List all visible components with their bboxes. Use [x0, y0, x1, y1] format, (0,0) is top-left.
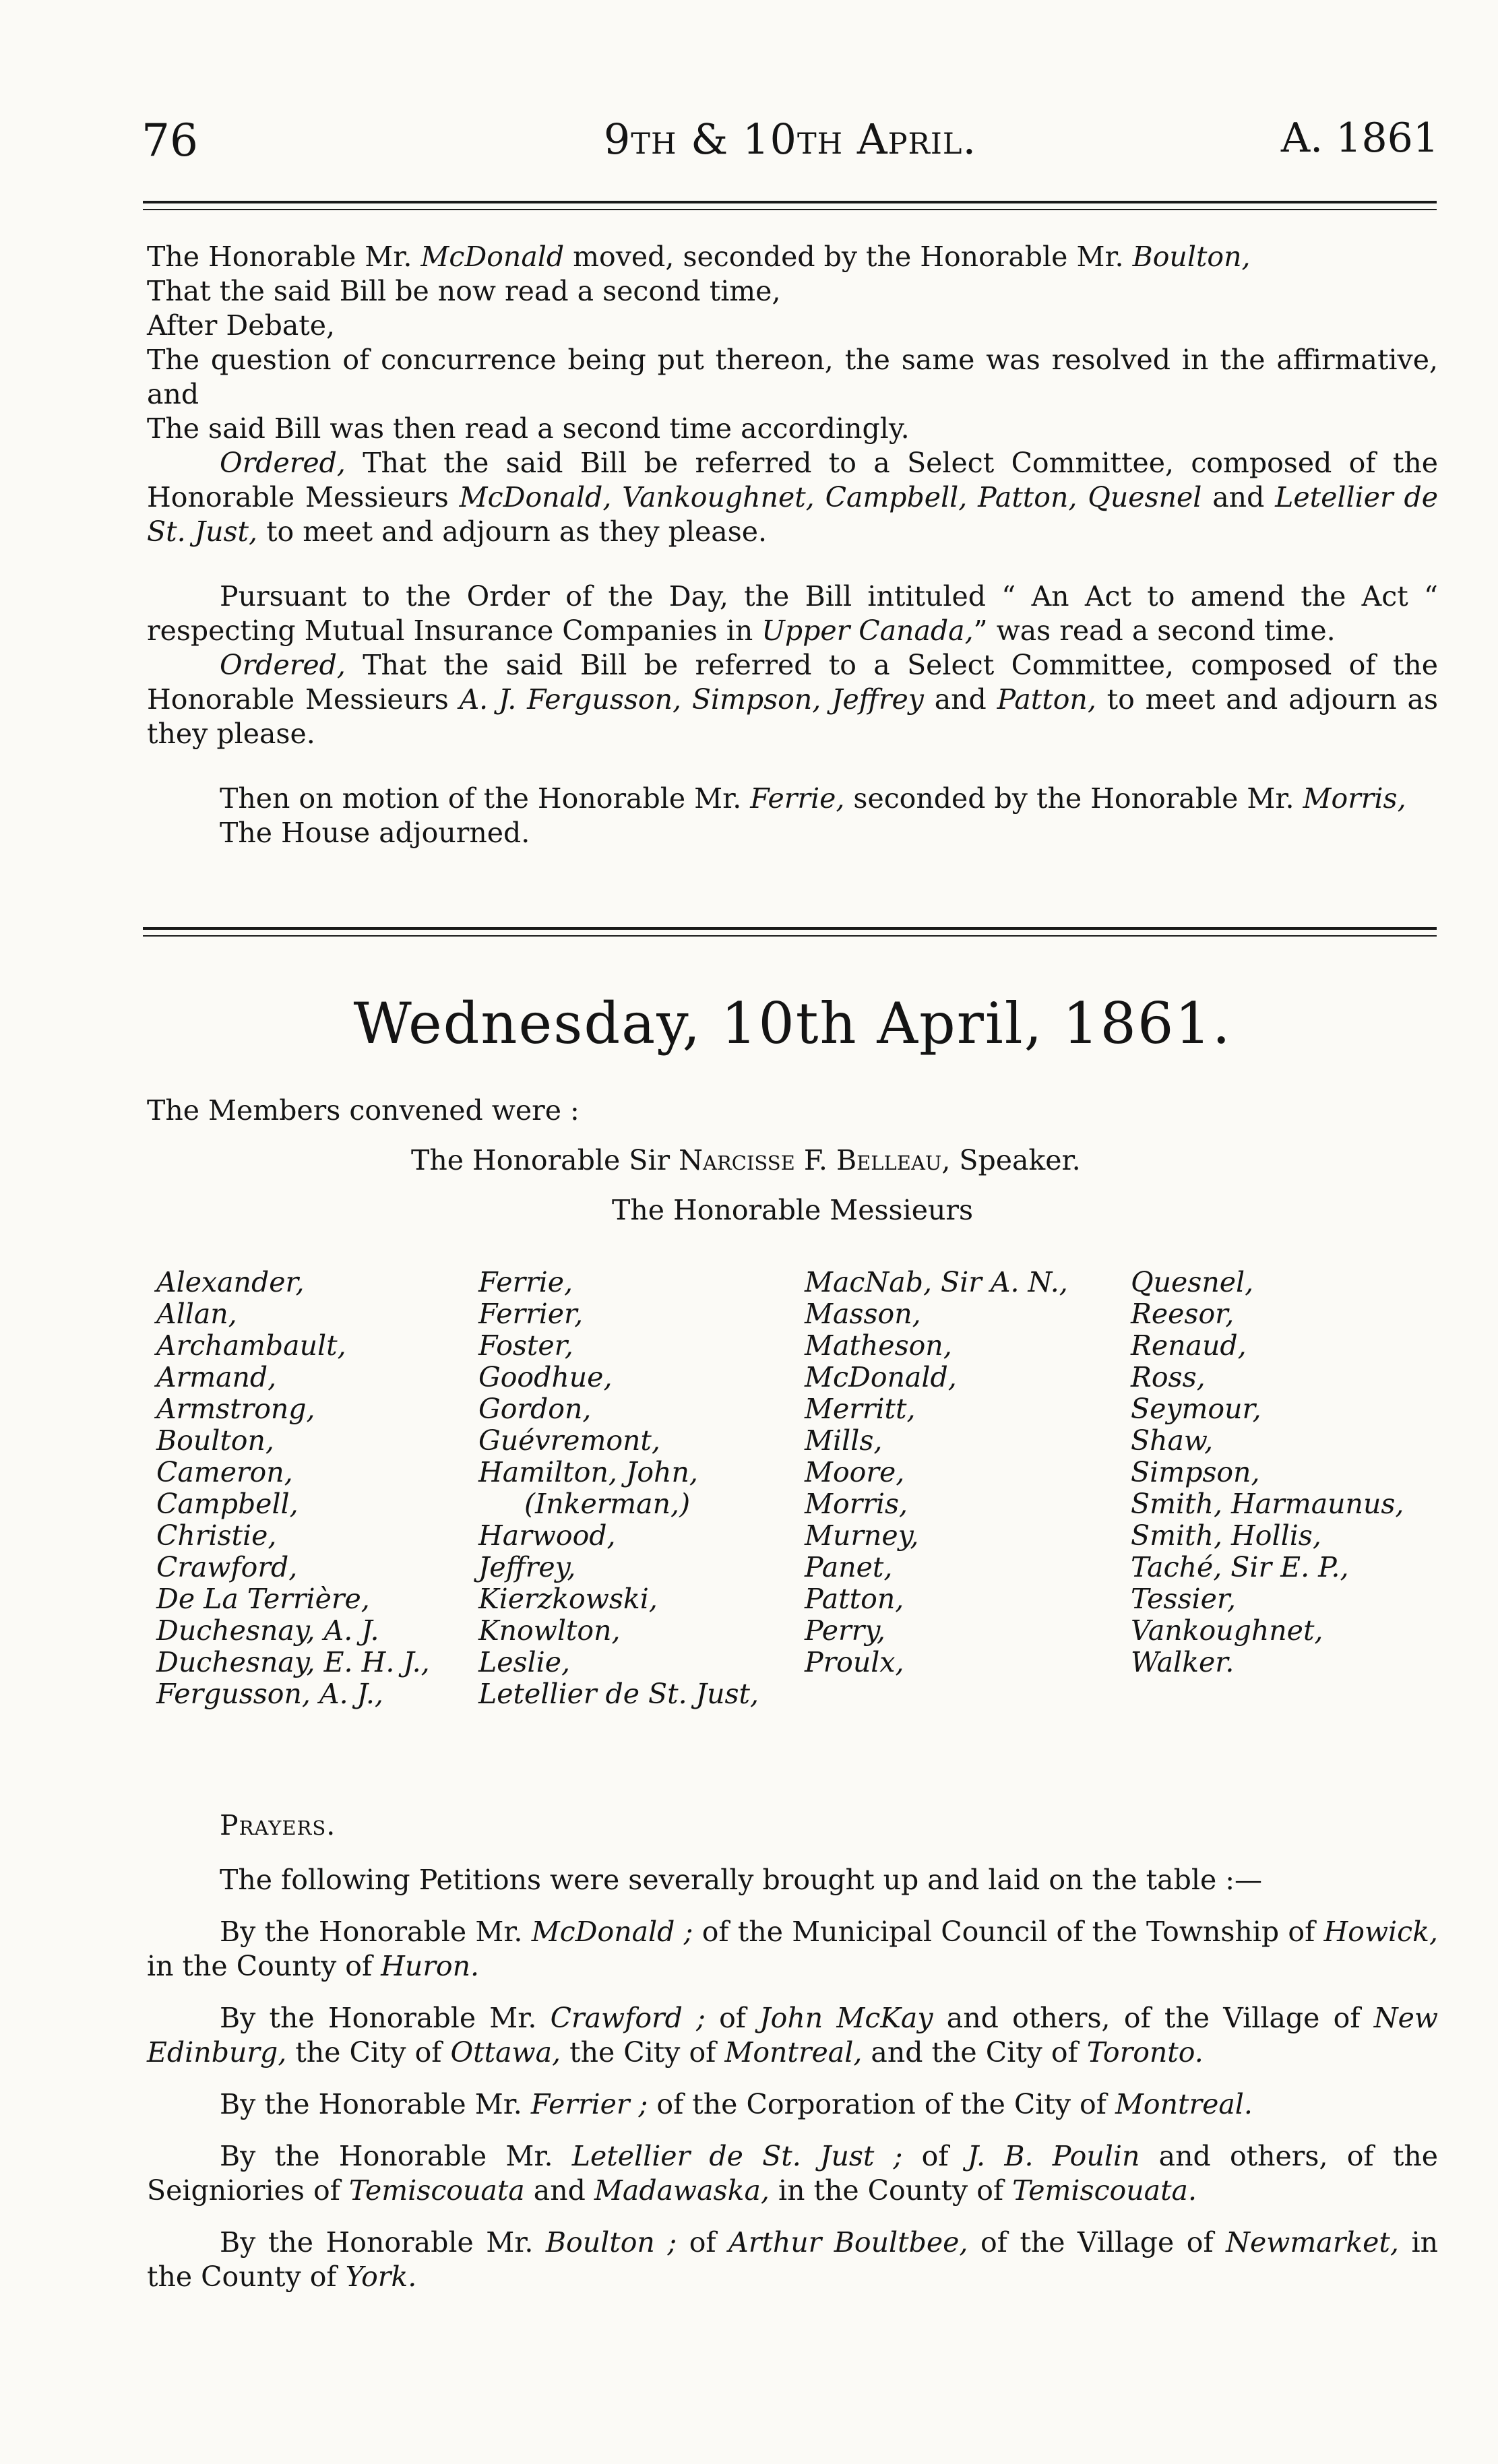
member-name: Taché, Sir E. P., — [1131, 1551, 1349, 1583]
member-name: Fergusson, A. J., — [156, 1678, 383, 1710]
member-name: Renaud, — [1131, 1329, 1247, 1362]
paragraph: By the Honorable Mr. McDonald ; of the Municipal Council of the Township of Howick, in the County of Huron. — [147, 1916, 1438, 1982]
member-name: Goodhue, — [478, 1361, 613, 1393]
paragraph: The question of concurrence being put thereon, the same was resolved in the affirmative, and — [147, 344, 1438, 410]
italic-text: McDonald, Vankoughnet, Campbell, Patton, Quesnel — [459, 481, 1202, 513]
italic-text: New Edinburg, — [147, 2002, 1438, 2068]
messieurs-heading: The Honorable Messieurs — [611, 1194, 974, 1226]
italic-text: McDonald — [420, 241, 565, 273]
member-name: MacNab, Sir A. N., — [805, 1266, 1068, 1298]
member-name: Letellier de St. Just, — [478, 1678, 759, 1710]
italic-text: Morris, — [1303, 782, 1406, 815]
italic-text: Ferrier ; — [530, 2088, 648, 2120]
member-name: Duchesnay, A. J. — [156, 1614, 379, 1647]
paragraph: The said Bill was then read a second time accordingly. — [147, 412, 910, 445]
page-number: 76 — [142, 115, 198, 166]
members-convened: The Members convened were : — [147, 1094, 580, 1127]
member-name: De La Terrière, — [156, 1583, 370, 1615]
italic-text: Boulton, — [1132, 241, 1251, 273]
italic-text: Montreal, — [724, 2036, 863, 2068]
italic-text: Letellier de St. Just, — [147, 481, 1438, 548]
member-name: Allan, — [156, 1298, 237, 1330]
italic-text: Arthur Boultbee, — [728, 2226, 968, 2258]
members-column-2 — [478, 1267, 759, 1710]
italic-text: York. — [345, 2261, 417, 2293]
header-rule — [143, 201, 1437, 203]
member-name: Armstrong, — [156, 1393, 315, 1425]
members-column-1 — [156, 1267, 430, 1710]
member-name: Merritt, — [805, 1393, 916, 1425]
speaker-name: Narcisse F. Belleau — [679, 1144, 942, 1176]
member-name: Panet, — [805, 1551, 893, 1583]
paragraph: The following Petitions were severally brought up and laid on the table :— — [220, 1864, 1263, 1896]
running-header — [142, 101, 1439, 175]
member-name: Knowlton, — [478, 1614, 621, 1647]
member-name: Perry, — [805, 1614, 885, 1647]
member-name: Murney, — [805, 1519, 919, 1552]
member-name: Kierzkowski, — [478, 1583, 658, 1615]
italic-text: Letellier de St. Just ; — [571, 2140, 903, 2172]
member-name: Ferrie, — [478, 1266, 573, 1298]
italic-text: Ferrie, — [750, 782, 845, 815]
paragraph: Pursuant to the Order of the Day, the Bill intituled “ An Act to amend the Act “ respecting Mutual Insurance Companies in Upper Canada,” was read a second time. — [147, 580, 1438, 647]
member-name: Walker. — [1131, 1646, 1235, 1678]
italic-text: Toronto. — [1086, 2036, 1204, 2068]
members-column-3 — [805, 1267, 1068, 1678]
paragraph: The Honorable Mr. McDonald moved, seconded by the Honorable Mr. Boulton, — [147, 241, 1251, 273]
member-name: Hamilton, John, — [478, 1456, 698, 1488]
paragraph: Then on motion of the Honorable Mr. Ferrie, seconded by the Honorable Mr. Morris, — [220, 782, 1406, 815]
member-name: Leslie, — [478, 1646, 571, 1678]
italic-text: Newmarket, — [1226, 2226, 1399, 2258]
italic-text: Ordered, — [220, 447, 346, 479]
paragraph: Ordered, That the said Bill be referred to a Select Committee, composed of the Honorable Messieurs A. J. Fergusson, Simpson, Jeffrey and Patton, to meet and adjourn as they please. — [147, 649, 1438, 750]
header-rule-thin — [143, 209, 1437, 210]
prayers-heading: Prayers. — [220, 1809, 336, 1841]
italic-text: Madawaska, — [594, 2174, 770, 2207]
member-name: Ferrier, — [478, 1298, 584, 1330]
member-name: Patton, — [805, 1583, 904, 1615]
header-date: 9th & 10th April. — [603, 115, 977, 164]
paragraph: By the Honorable Mr. Letellier de St. Just ; of J. B. Poulin and others, of the Seigniories of Temiscouata and Madawaska, in the County of Temiscouata. — [147, 2140, 1438, 2207]
member-name: Foster, — [478, 1329, 573, 1362]
member-name: Christie, — [156, 1519, 277, 1552]
italic-text: Boulton ; — [545, 2226, 677, 2258]
member-name: Archambault, — [156, 1329, 346, 1362]
member-name: Campbell, — [156, 1488, 299, 1520]
paragraph: The House adjourned. — [220, 817, 530, 849]
member-name: Smith, Hollis, — [1131, 1519, 1321, 1552]
speaker-prefix: The Honorable Sir — [411, 1144, 679, 1176]
paragraph: By the Honorable Mr. Boulton ; of Arthur Boultbee, of the Village of Newmarket, in the County of York. — [147, 2226, 1439, 2293]
member-name: Shaw, — [1131, 1424, 1214, 1457]
italic-text: Crawford ; — [550, 2002, 706, 2034]
member-name: Tessier, — [1131, 1583, 1237, 1615]
speaker-line — [147, 1143, 1438, 1178]
italic-text: Montreal. — [1115, 2088, 1253, 2120]
paragraph: By the Honorable Mr. Ferrier ; of the Corporation of the City of Montreal. — [220, 2088, 1253, 2120]
member-name: Jeffrey, — [478, 1551, 576, 1583]
proceedings-text — [147, 240, 1438, 850]
member-name: Duchesnay, E. H. J., — [156, 1646, 430, 1678]
member-name: Harwood, — [478, 1519, 616, 1552]
member-name: Simpson, — [1131, 1456, 1260, 1488]
member-name: Crawford, — [156, 1551, 298, 1583]
member-name: Vankoughnet, — [1131, 1614, 1323, 1647]
member-name: Mills, — [805, 1424, 883, 1457]
section-rule — [143, 927, 1437, 930]
day-heading: Wednesday, 10th April, 1861. — [353, 990, 1232, 1056]
italic-text: J. B. Poulin — [967, 2140, 1140, 2172]
members-intro — [147, 1093, 1438, 1228]
speaker-suffix: , Speaker. — [941, 1144, 1081, 1176]
italic-text: Ordered, — [220, 649, 346, 681]
italic-text: Ottawa, — [450, 2036, 561, 2068]
italic-text: Huron. — [381, 1950, 480, 1982]
member-name: Reesor, — [1131, 1298, 1235, 1330]
member-name: Seymour, — [1131, 1393, 1261, 1425]
member-name: Matheson, — [805, 1329, 952, 1362]
italic-text: John McKay — [759, 2002, 933, 2034]
member-name: Smith, Harmaunus, — [1131, 1488, 1404, 1520]
italic-text: Upper Canada, — [761, 614, 974, 647]
member-name: McDonald, — [805, 1361, 957, 1393]
paragraph: Ordered, That the said Bill be referred to a Select Committee, composed of the Honorable Messieurs McDonald, Vankoughnet, Campbell, Patton, Quesnel and Letellier de St. Just, to meet and adjourn as they please. — [147, 447, 1438, 548]
members-column-4 — [1131, 1267, 1404, 1678]
member-name: Ross, — [1131, 1361, 1206, 1393]
italic-text: McDonald ; — [531, 1916, 693, 1948]
member-name: Alexander, — [156, 1266, 305, 1298]
header-year: A. 1861 — [1280, 115, 1439, 162]
paragraph: By the Honorable Mr. Crawford ; of John McKay and others, of the Village of New Edinburg, the City of Ottawa, the City of Montreal, and the City of Toronto. — [147, 2002, 1438, 2068]
member-name: Gordon, — [478, 1393, 592, 1425]
member-name: Cameron, — [156, 1456, 293, 1488]
italic-text: Temiscouata — [348, 2174, 525, 2207]
member-name: Moore, — [805, 1456, 905, 1488]
member-name: Morris, — [805, 1488, 908, 1520]
member-name: Guévremont, — [478, 1424, 660, 1457]
italic-text: Howick, — [1323, 1916, 1438, 1948]
paragraph: After Debate, — [147, 309, 336, 342]
paragraph: That the said Bill be now read a second time, — [147, 275, 781, 307]
petitions-section — [147, 1808, 1438, 2294]
member-name: Quesnel, — [1131, 1266, 1254, 1298]
member-name: Boulton, — [156, 1424, 274, 1457]
section-rule-thin — [143, 935, 1437, 937]
italic-text: Temiscouata. — [1012, 2174, 1197, 2207]
member-name: Masson, — [805, 1298, 921, 1330]
italic-text: Patton, — [997, 683, 1096, 716]
member-name: Armand, — [156, 1361, 277, 1393]
member-name: Proulx, — [805, 1646, 904, 1678]
member-name: (Inkerman,) — [524, 1488, 691, 1520]
italic-text: A. J. Fergusson, Simpson, Jeffrey — [459, 683, 924, 716]
